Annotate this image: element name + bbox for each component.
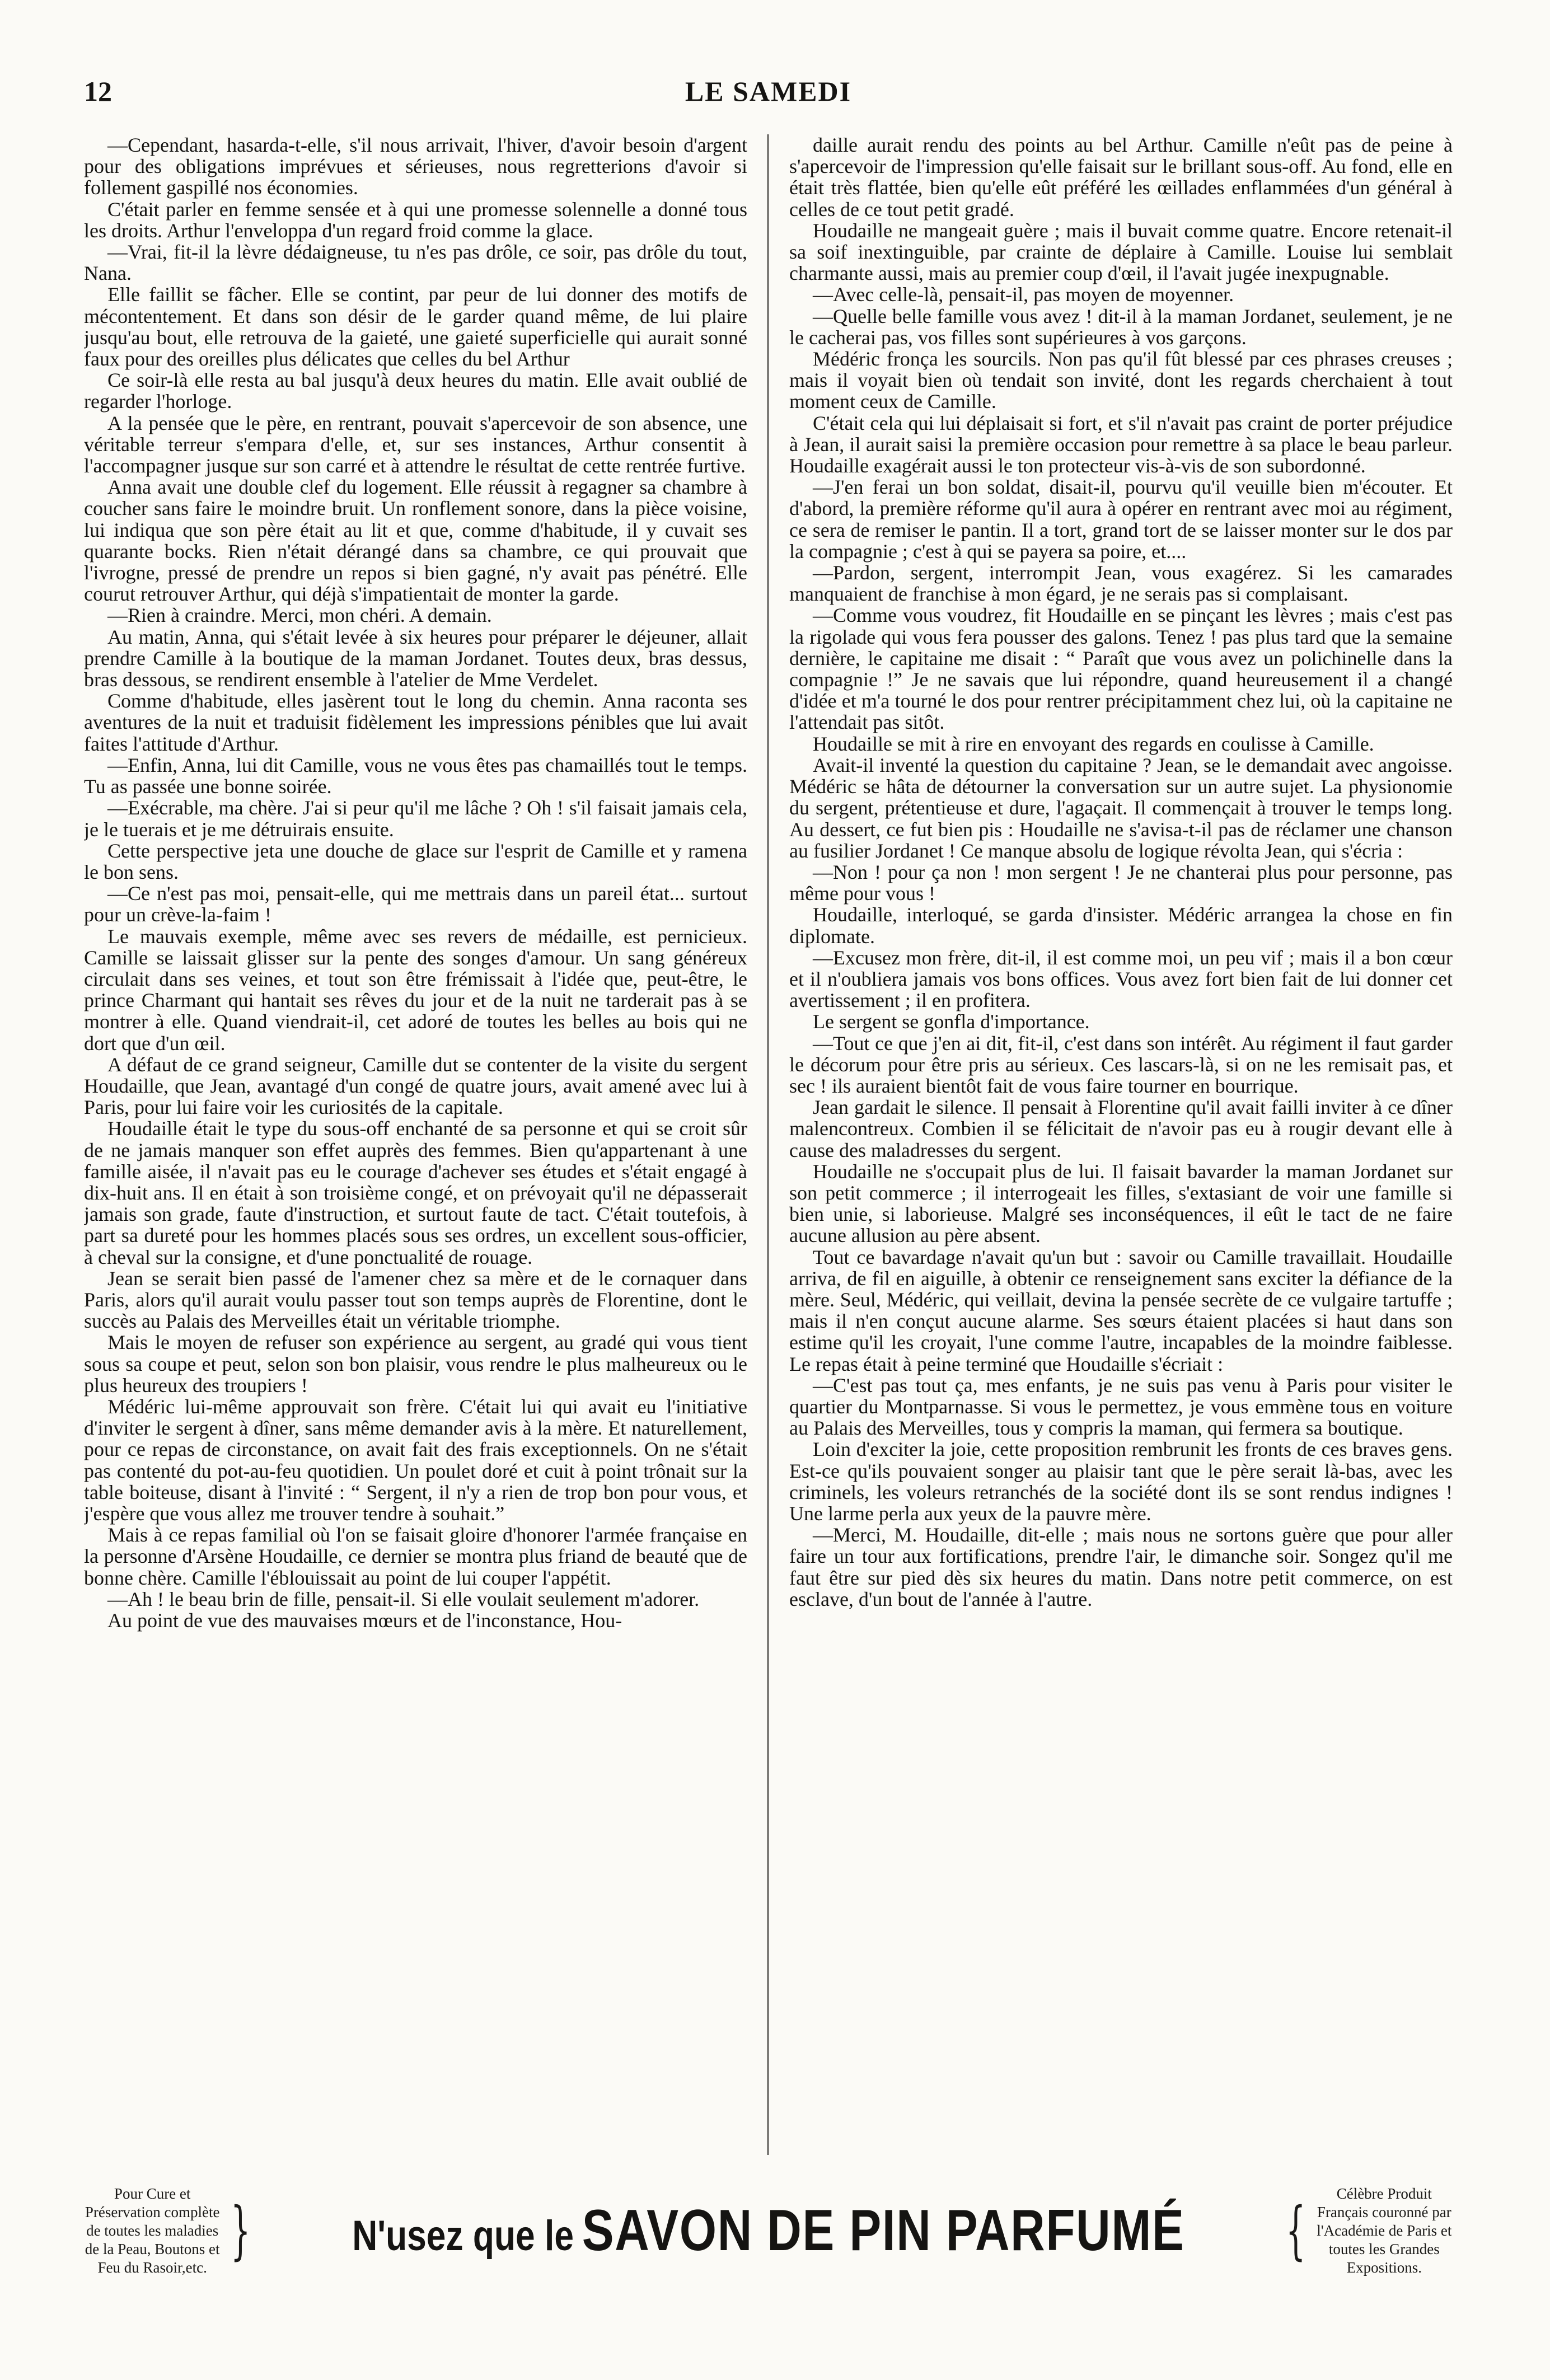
page-header: [84, 73, 1453, 118]
paragraph: Le sergent se gonfla d'importance.: [813, 1010, 1090, 1033]
paragraph: —Exécrable, ma chère. J'ai si peur qu'il me lâche ? Oh ! s'il faisait jamais cela, je le tuerais et je me détruirais ensuite.: [84, 797, 747, 841]
paragraph: C'était cela qui lui déplaisait si fort, et s'il n'avait pas craint de porter préjudice à Jean, il aurait saisi la première occasion pour remettre à sa place le beau parleur. Houdaille exagérait aussi le ton protecteur vis-à-vis de son subordonné.: [789, 411, 1453, 477]
paragraph: Le mauvais exemple, même avec ses revers de médaille, est pernicieux. Camille se laissait glisser sur la pente des songes d'amour. Un sang généreux circulait dans ses veines, et tout son être frémissait à l'idée que, peut-être, le prince Charmant qui hantait ses rêves du jour et de la nuit ne tarderait pas à se montrer à elle. Quand viendrait-il, cet adoré de toutes les belles au bois qui ne dort que d'un œil.: [84, 925, 747, 1055]
paragraph: —Excusez mon frère, dit-il, il est comme moi, un peu vif ; mais il a bon cœur et il n'oubliera jamais vos bons offices. Vous avez fort bien fait de lui donner cet avertissement ; il en profitera.: [789, 946, 1453, 1012]
brace-right-icon: {: [1286, 2194, 1306, 2267]
paragraph: Médéric lui-même approuvait son frère. C'était lui qui avait eu l'initiative d'inviter le sergent à dîner, sans même demander avis à la mère. Et naturellement, pour ce repas de circonstance, on avait fait des frais exceptionnels. On ne s'était pas contenté du pot-au-feu quotidien. Un poulet doré et cuit à point trônait sur la table boiteuse, disant à l'invité : “ Sergent, il n'y a rien de trop bon pour vous, et j'espère que vous allez me trouver tendre à souhait.”: [84, 1395, 747, 1525]
paragraph: Houdaille ne s'occupait plus de lui. Il faisait bavarder la maman Jordanet sur son petit commerce ; il interrogeait les filles, s'extasiant de voir une famille si bien unie, si laborieuse. Malgré ses inconséquences, il eût le tact de ne faire aucune allusion au père absent.: [789, 1160, 1453, 1247]
paragraph: —Tout ce que j'en ai dit, fit-il, c'est dans son intérêt. Au régiment il faut garder le décorum pour être pris au sérieux. Ces lascars-là, si on ne les remisait pas, et sec ! ils auraient bientôt fait de vous faire tourner en bourrique.: [789, 1032, 1453, 1097]
paragraph: —Cependant, hasarda-t-elle, s'il nous arrivait, l'hiver, d'avoir besoin d'argent pour des obligations imprévues et sérieuses, nous regretterions d'avoir si follement gaspillé nos économies.: [84, 134, 747, 199]
advertisement-right-text: Célèbre Produit Français couronné par l'Académie de Paris et toutes les Grandes Expositions.: [1317, 2185, 1452, 2276]
advertisement-banner: [84, 2185, 1453, 2276]
paragraph: —Comme vous voudrez, fit Houdaille en se pinçant les lèvres ; mais c'est pas la rigolade qui vous fera pousser des galons. Tenez ! pas plus tard que la semaine dernière, le capitaine me disait : “ Paraît que vous avez un polichinelle dans la compagnie !” Je ne savais que lui répondre, quand heureusement il a changé d'idée et m'a tourné le dos pour rentrer précipitamment chez lui, où la capitaine ne l'attendait pas sitôt.: [789, 604, 1453, 734]
paragraph: —Merci, M. Houdaille, dit-elle ; mais nous ne sortons guère que pour aller faire un tour aux fortifications, prendre l'air, le dimanche soir. Songez qu'il me faut être sur pied dès six heures du matin. Dans notre petit commerce, on est esclave, d'un bout de l'année à l'autre.: [789, 1524, 1453, 1610]
paragraph: Au matin, Anna, qui s'était levée à six heures pour préparer le déjeuner, allait prendre Camille à la boutique de la maman Jordanet. Toutes deux, bras dessus, bras dessous, se rendirent ensemble à l'atelier de Mme Verdelet.: [84, 625, 747, 691]
page-number: 12: [84, 76, 112, 107]
paragraph: C'était parler en femme sensée et à qui une promesse solennelle a donné tous les droits. Arthur l'enveloppa d'un regard froid comme la glace.: [84, 198, 747, 242]
paragraph: Comme d'habitude, elles jasèrent tout le long du chemin. Anna raconta ses aventures de la nuit et traduisit fidèlement les impressions pénibles que lui avait faites l'attitude d'Arthur.: [84, 690, 747, 755]
paragraph: Ce soir-là elle resta au bal jusqu'à deux heures du matin. Elle avait oublié de regarder l'horloge.: [84, 369, 747, 413]
paragraph: A la pensée que le père, en rentrant, pouvait s'apercevoir de son absence, une véritable terreur s'empara d'elle, et, sur ses instances, Arthur consentit à l'accompagner jusque sur son carré et à attendre le résultat de cette rentrée furtive.: [84, 411, 747, 477]
paragraph: Loin d'exciter la joie, cette proposition rembrunit les fronts de ces braves gens. Est-ce qu'ils pouvaient songer au plaisir tant que le père serait là-bas, avec les criminels, les voleurs retranchés de la société dont ils se sont rendus indignes ! Une larme perla aux yeux de la pauvre mère.: [789, 1438, 1453, 1525]
paragraph: Elle faillit se fâcher. Elle se contint, par peur de lui donner des motifs de mécontentement. Et dans son désir de le garder quand même, de lui plaire jusqu'au bout, elle retrouva de la gaieté, une gaieté superficielle qui aurait sonné faux pour des oreilles plus délicates que celles du bel Arthur: [84, 283, 747, 371]
advertisement-product-name: SAVON DE PIN PARFUMÉ: [582, 2198, 1185, 2263]
right-column: [789, 134, 1453, 2155]
journal-title: LE SAMEDI: [685, 76, 852, 107]
paragraph: Au point de vue des mauvaises mœurs et de l'inconstance, Hou-: [107, 1609, 622, 1632]
paragraph: —Ce n'est pas moi, pensait-elle, qui me mettrais dans un pareil état... surtout pour un crève-la-faim !: [84, 882, 747, 926]
paragraph: Houdaille était le type du sous-off enchanté de sa personne et qui se croit sûr de ne jamais manquer son effet auprès des femmes. Bien qu'appartenant à une famille aisée, il n'avait pas eu le courage d'achever ses études et s'était engagé à dix-huit ans. Il en était à son troisième congé, et on prévoyait qu'il ne dépasserait jamais son grade, faute d'instruction, et surtout faute de tact. C'était toutefois, à part sa dureté pour les hommes placés sous ses ordres, un excellent sous-officier, à cheval sur la consigne, et d'une ponctualité de rouage.: [84, 1117, 747, 1268]
paragraph: —Pardon, sergent, interrompit Jean, vous exagérez. Si les camarades manquaient de franchise à mon égard, je ne serais pas si complaisant.: [789, 561, 1453, 606]
column-divider: [767, 134, 769, 2155]
paragraph: —Avec celle-là, pensait-il, pas moyen de moyenner.: [813, 283, 1234, 306]
paragraph: Anna avait une double clef du logement. Elle réussit à regagner sa chambre à coucher sans faire le moindre bruit. Un ronflement sonore, dans la pièce voisine, lui indiqua que son père était au lit et que, comme d'habitude, il y cuvait ses quarante bocks. Rien n'était dérangé dans sa chambre, ce qui prouvait que l'ivrogne, pressé de prendre un repos si bien gagné, n'y avait pas pénétré. Elle courut retrouver Arthur, qui déjà s'impatientait de monter la garde.: [84, 476, 747, 606]
paragraph: Médéric fronça les sourcils. Non pas qu'il fût blessé par ces phrases creuses ; mais il voyait bien où tendait son invité, dont les regards cherchaient à tout moment ceux de Camille.: [789, 348, 1453, 413]
paragraph: —Ah ! le beau brin de fille, pensait-il. Si elle voulait seulement m'adorer.: [107, 1587, 700, 1610]
paragraph: —Non ! pour ça non ! mon sergent ! Je ne chanterai plus pour personne, pas même pour vous !: [789, 860, 1453, 905]
paragraph: Houdaille se mit à rire en envoyant des regards en coulisse à Camille.: [813, 732, 1374, 755]
paragraph: Jean se serait bien passé de l'amener chez sa mère et de le cornaquer dans Paris, alors qu'il aurait voulu passer tout son temps auprès de Florentine, dont le succès au Palais des Merveilles était un véritable triomphe.: [84, 1267, 747, 1333]
paragraph: Houdaille, interloqué, se garda d'insister. Médéric arrangea la chose en fin diplomate.: [789, 903, 1453, 948]
advertisement-slogan: [352, 2198, 1184, 2264]
advertisement-slogan-prefix: N'usez que le: [352, 2212, 574, 2260]
paragraph: Cette perspective jeta une douche de glace sur l'esprit de Camille et y ramena le bon sens.: [84, 839, 747, 883]
brace-left-icon: }: [231, 2194, 251, 2267]
paragraph: Tout ce bavardage n'avait qu'un but : savoir ou Camille travaillait. Houdaille arriva, de fil en aiguille, à obtenir ce renseignement sans exciter la défiance de la mère. Seul, Médéric, qui veillait, devina la pensée secrète de ce vulgaire tartuffe ; mais il n'en conçut aucune alarme. Ses sœurs étaient placées si haut dans son estime qu'il les croyait, l'une comme l'autre, incapables de la moindre faiblesse. Le repas était à peine terminé que Houdaille s'écriait :: [789, 1245, 1453, 1375]
paragraph: Houdaille ne mangeait guère ; mais il buvait comme quatre. Encore retenait-il sa soif inextinguible, par crainte de déplaire à Camille. Louise lui semblait charmante aussi, mais au premier coup d'œil, il l'avait jugée inexpugnable.: [789, 219, 1453, 285]
paragraph: Jean gardait le silence. Il pensait à Florentine qu'il avait failli inviter à ce dîner malencontreux. Combien il se félicitait de n'avoir pas eu à rougir devant elle à cause des maladresses du sergent.: [789, 1096, 1453, 1161]
paragraph: —J'en ferai un bon soldat, disait-il, pourvu qu'il veuille bien m'écouter. Et d'abord, la première réforme qu'il aura à opérer en rentrant avec moi au régiment, ce sera de remiser le pantin. Il a tort, grand tort de se laisser monter sur le dos par la compagnie ; c'est à qui se payera sa poire, et....: [789, 476, 1453, 563]
paragraph: —Enfin, Anna, lui dit Camille, vous ne vous êtes pas chamaillés tout le temps. Tu as passée une bonne soirée.: [84, 753, 747, 798]
paragraph: Mais le moyen de refuser son expérience au sergent, au gradé qui vous tient sous sa coupe et peut, selon son bon plaisir, vous rendre le plus malheureux ou le plus heureux des troupiers !: [84, 1331, 747, 1397]
newspaper-page: [84, 73, 1453, 2312]
advertisement-left-text: Pour Cure et Préservation complète de toutes les maladies de la Peau, Boutons et Feu du Rasoir,etc.: [85, 2185, 220, 2276]
paragraph: A défaut de ce grand seigneur, Camille dut se contenter de la visite du sergent Houdaille, que Jean, avantagé d'un congé de quatre jours, avait amené avec lui à Paris, pour lui faire voir les curiosités de la capitale.: [84, 1053, 747, 1119]
paragraph: daille aurait rendu des points au bel Arthur. Camille n'eût pas de peine à s'apercevoir de l'impression qu'elle faisait sur le brillant sous-off. Au fond, elle en était très flattée, bien qu'elle eût préféré les œillades enflammées d'un général à celles de ce tout petit gradé.: [789, 134, 1453, 221]
paragraph: —Quelle belle famille vous avez ! dit-il à la maman Jordanet, seulement, je ne le cacherai pas, vos filles sont supérieures à vos garçons.: [789, 304, 1453, 349]
paragraph: —Rien à craindre. Merci, mon chéri. A demain.: [107, 604, 492, 627]
paragraph: Mais à ce repas familial où l'on se faisait gloire d'honorer l'armée française en la personne d'Arsène Houdaille, ce dernier se montra plus friand de beauté que de bonne chère. Camille l'éblouissait au point de lui couper l'appétit.: [84, 1524, 747, 1589]
paragraph: —Vrai, fit-il la lèvre dédaigneuse, tu n'es pas drôle, ce soir, pas drôle du tout, Nana.: [84, 241, 747, 285]
left-column: [84, 134, 747, 2155]
paragraph: —C'est pas tout ça, mes enfants, je ne suis pas venu à Paris pour visiter le quartier du Montparnasse. Si vous le permettez, je vous emmène tous en voiture au Palais des Merveilles, tous y compris la maman, qui fermera sa boutique.: [789, 1374, 1453, 1440]
paragraph: Avait-il inventé la question du capitaine ? Jean, se le demandait avec angoisse. Médéric se hâta de détourner la conversation sur un autre sujet. La physionomie du sergent, prétentieuse et dure, l'agaçait. Il commençait à trouver le temps long. Au dessert, ce fut bien pis : Houdaille ne s'avisa-t-il pas de réclamer une chanson au fusilier Jordanet ! Ce manque absolu de logique révolta Jean, qui s'écria :: [789, 753, 1453, 862]
